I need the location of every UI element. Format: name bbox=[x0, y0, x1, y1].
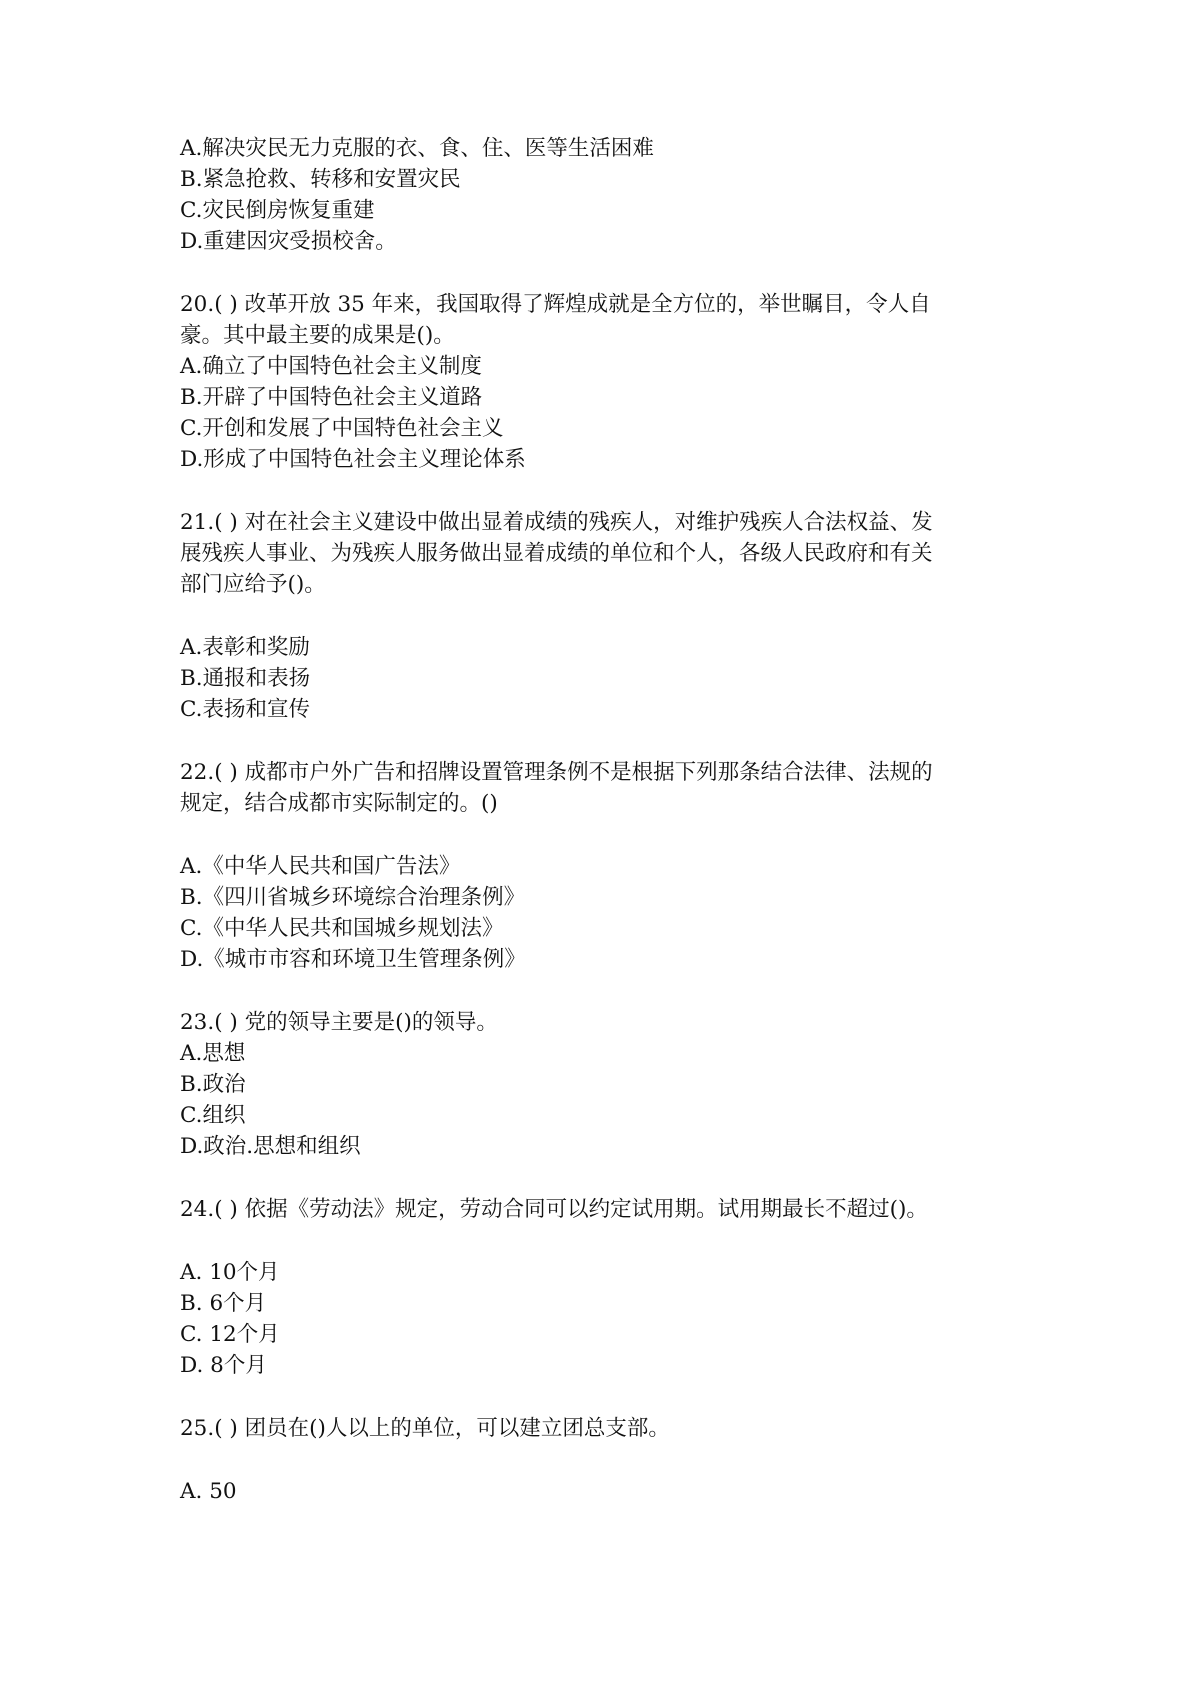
question-text: 25.( ) 团员在()人以上的单位，可以建立团总支部。 bbox=[180, 1416, 670, 1441]
question-22 bbox=[180, 757, 1020, 975]
question-25 bbox=[180, 1413, 1020, 1507]
option-d: D.重建因灾受损校舍。 bbox=[180, 229, 397, 254]
question-text: 规定，结合成都市实际制定的。() bbox=[180, 791, 498, 816]
question-text: 20.( ) 改革开放 35 年来，我国取得了辉煌成就是全方位的，举世瞩目，令人自 bbox=[180, 292, 931, 317]
question-text: 展残疾人事业、为残疾人服务做出显着成绩的单位和个人，各级人民政府和有关 bbox=[180, 541, 933, 566]
question-text: 22.( ) 成都市户外广告和招牌设置管理条例不是根据下列那条结合法律、法规的 bbox=[180, 760, 933, 785]
option-a: A.表彰和奖励 bbox=[180, 635, 310, 660]
question-24 bbox=[180, 1194, 1020, 1381]
question-text: 21.( ) 对在社会主义建设中做出显着成绩的残疾人，对维护残疾人合法权益、发 bbox=[180, 510, 933, 535]
option-d: D.政治.思想和组织 bbox=[180, 1134, 361, 1159]
top-options bbox=[180, 133, 1020, 257]
option-b: B.紧急抢救、转移和安置灾民 bbox=[180, 167, 461, 192]
option-c: C.《中华人民共和国城乡规划法》 bbox=[180, 916, 504, 941]
option-c: C. 12个月 bbox=[180, 1322, 280, 1347]
question-21 bbox=[180, 507, 1020, 725]
option-a: A.《中华人民共和国广告法》 bbox=[180, 854, 461, 879]
option-b: B.政治 bbox=[180, 1072, 246, 1097]
option-a: A. 10个月 bbox=[180, 1260, 280, 1285]
question-23 bbox=[180, 1007, 1020, 1162]
option-b: B.通报和表扬 bbox=[180, 666, 311, 691]
option-a: A.解决灾民无力克服的衣、食、住、医等生活困难 bbox=[180, 136, 654, 161]
option-b: B. 6个月 bbox=[180, 1291, 267, 1316]
option-d: D.《城市市容和环境卫生管理条例》 bbox=[180, 947, 526, 972]
option-d: D.形成了中国特色社会主义理论体系 bbox=[180, 447, 526, 472]
question-text: 24.( ) 依据《劳动法》规定，劳动合同可以约定试用期。试用期最长不超过()。 bbox=[180, 1197, 928, 1222]
option-d: D. 8个月 bbox=[180, 1353, 267, 1378]
option-a: A.确立了中国特色社会主义制度 bbox=[180, 354, 482, 379]
question-text: 23.( ) 党的领导主要是()的领导。 bbox=[180, 1010, 498, 1035]
option-a: A.思想 bbox=[180, 1041, 246, 1066]
option-a: A. 50 bbox=[180, 1479, 237, 1504]
option-c: C.组织 bbox=[180, 1103, 246, 1128]
document-page bbox=[180, 133, 1020, 1507]
option-b: B.《四川省城乡环境综合治理条例》 bbox=[180, 885, 526, 910]
question-text: 豪。其中最主要的成果是()。 bbox=[180, 323, 455, 348]
question-20 bbox=[180, 289, 1020, 475]
question-text: 部门应给予()。 bbox=[180, 572, 326, 597]
option-c: C.灾民倒房恢复重建 bbox=[180, 198, 375, 223]
option-c: C.表扬和宣传 bbox=[180, 697, 311, 722]
option-c: C.开创和发展了中国特色社会主义 bbox=[180, 416, 504, 441]
option-b: B.开辟了中国特色社会主义道路 bbox=[180, 385, 483, 410]
